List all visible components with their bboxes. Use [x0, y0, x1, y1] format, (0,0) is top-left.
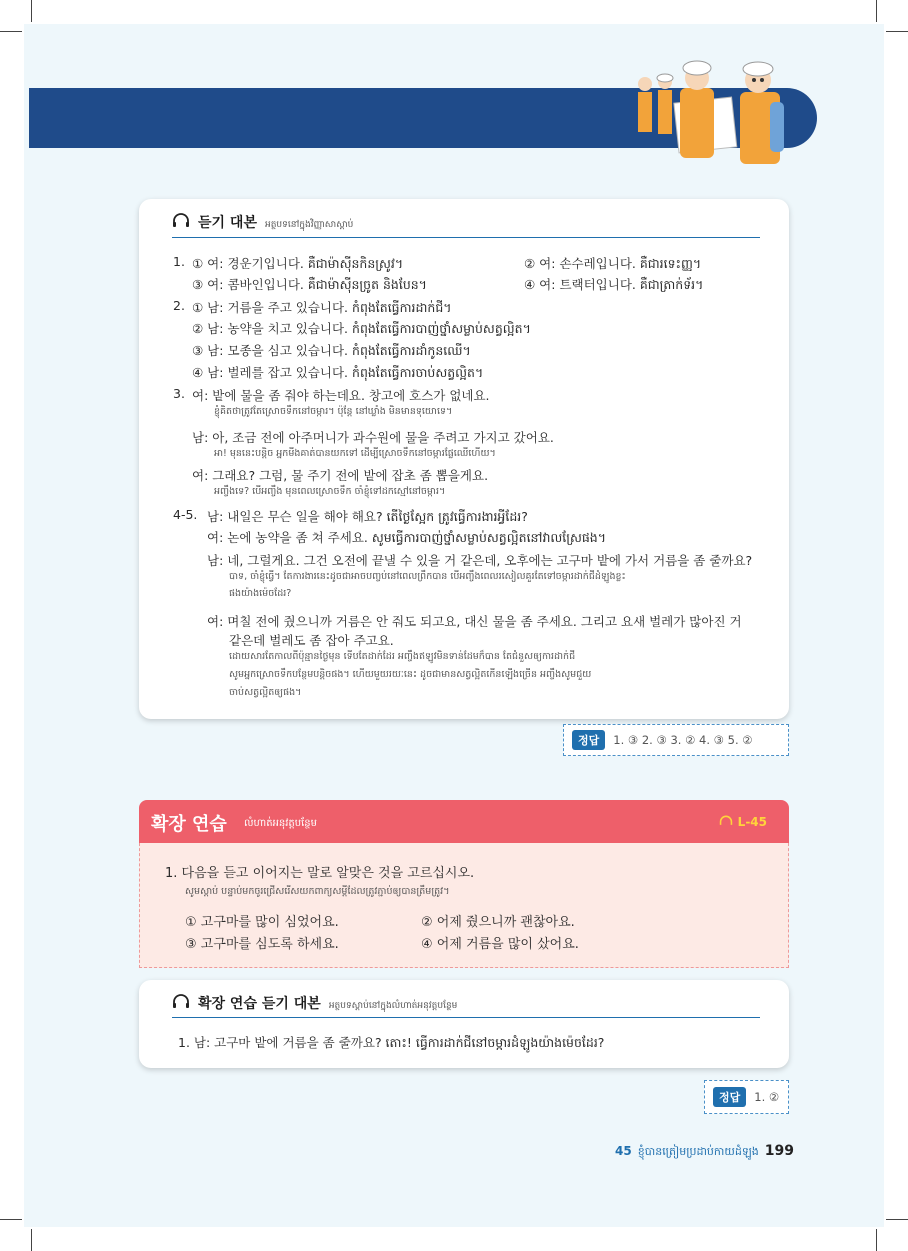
- answer-option[interactable]: ② 어제 줬으니까 괜찮아요.: [421, 915, 575, 930]
- script-line: 여: 며칠 전에 줬으니까 거름은 안 줘도 되고요, 대신 물을 좀 주세요. 그리고 요새 벌레가 많아진 거: [207, 614, 742, 629]
- audio-track[interactable]: [719, 815, 767, 829]
- script-line: 같은데 벌레도 좀 잡아 주고요.: [229, 633, 394, 648]
- translation-line: សូមអ្នកស្រោចទឹកបន្ថែមបន្តិចផង។ ហើយមួយរយៈនេះ ដូចជាមានសត្វល្អិតកើនឡើងច្រើន អញ្ចឹងសូមជួយ: [229, 669, 592, 680]
- script-title-km: អត្ថបទនៅក្នុងវិញ្ញាសាស្ដាប់: [264, 220, 354, 230]
- script-line: 남: 내일은 무슨 일을 해야 해요? តើថ្ងៃស្អែក ត្រូវធ្វើការងារអ្វីដែរ?: [207, 509, 528, 524]
- script-line: 남: 아, 조금 전에 아주머니가 과수원에 물을 주려고 가지고 갔어요.: [192, 430, 554, 445]
- farm-workers-illustration: [630, 52, 800, 168]
- script-line: 여: 밭에 물을 좀 줘야 하는데요. 창고에 호스가 없네요.: [192, 388, 490, 403]
- ext-script-title-ko: 확장 연습 듣기 대본: [198, 996, 321, 1012]
- script-line: 1. 남: 고구마 밭에 거름을 좀 줄까요? តោះ! ធ្វើការដាក់ជីនៅចម្ការដំឡូងយ៉ាងម៉េចដែរ?: [178, 1035, 605, 1050]
- translation-line: អញ្ចឹងទេ? បើអញ្ចឹង មុនពេលស្រោចទឹក ចាំខ្ញុំទៅដកស្មៅនៅចម្ការ។: [214, 486, 446, 497]
- extension-title: 확장 연습: [151, 814, 227, 835]
- answer-option[interactable]: ③ 고구마를 심도록 하세요.: [185, 937, 339, 952]
- script-line: ④ 남: 벌레를 잡고 있습니다. កំពុងតែធ្វើការចាប់សត្វល្អិត។: [192, 365, 484, 380]
- extension-title-km: លំហាត់អនុវត្តបន្ថែម: [244, 818, 317, 829]
- headphones-icon: [172, 994, 190, 1008]
- script-line: 여: 논에 농약을 좀 쳐 주세요. សូមធ្វើការបាញ់ថ្នាំសម្លាប់សត្វល្អិតនៅវាលស្រែផង។: [207, 530, 606, 545]
- answer-tag: 정답: [713, 1087, 746, 1107]
- crop-mark: [31, 1229, 32, 1251]
- page-number: 199: [764, 1143, 794, 1159]
- translation-line: អា! មុននេះបន្តិច អ្នកមីងគាត់បានយកទៅ ដើម្បីស្រោចទឹកនៅចម្ការផ្លែឈើហើយ។: [214, 448, 496, 459]
- section-divider: [172, 237, 760, 238]
- question-text: 1. 다음을 듣고 이어지는 말로 알맞은 것을 고르십시오.: [165, 866, 475, 881]
- translation-line: ចាប់សត្វល្អិតឲ្យផង។: [229, 687, 302, 698]
- answer-text: 1. ②: [754, 1090, 780, 1104]
- crop-mark: [0, 31, 22, 32]
- script-line: ② 남: 농약을 치고 있습니다. កំពុងតែធ្វើការបាញ់ថ្នាំសម្លាប់សត្វល្អិត។: [192, 321, 531, 336]
- lesson-title: ខ្ញុំបានត្រៀមប្រដាប់កាយដំឡូង: [637, 1145, 759, 1158]
- script-line: ④ 여: 트랙터입니다. គឺជាត្រាក់ទ័រ។: [524, 277, 704, 292]
- script-line: ② 여: 손수레입니다. គឺជារទេះញ្ញ។: [524, 256, 702, 271]
- crop-mark: [0, 1219, 22, 1220]
- crop-mark: [886, 31, 908, 32]
- question-translation: សូមស្ដាប់ បន្ទាប់មកចូរជ្រើសរើសយកពាក្យសម្ដីដែលត្រូវភ្ជាប់ឲ្យបានត្រឹមត្រូវ។: [185, 886, 450, 897]
- translation-line: ខ្ញុំគិតថាត្រូវតែស្រោចទឹកនៅចម្ការ។ ប៉ុន្តែ នៅឃ្លាំង មិនមានទុយោទេ។: [214, 406, 453, 417]
- translation-line: ផងយ៉ាងម៉េចដែរ?: [229, 588, 292, 599]
- ext-script-title-km: អត្ថបទស្ដាប់នៅក្នុងលំហាត់អនុវត្តបន្ថែម: [328, 1001, 458, 1011]
- question-number: 4-5.: [173, 507, 198, 522]
- question-number: 3.: [173, 386, 185, 401]
- audio-track-code: L-45: [737, 815, 767, 829]
- crop-mark: [886, 1219, 908, 1220]
- script-line: 여: 그래요? 그럼, 물 주기 전에 밭에 잡초 좀 뽑을게요.: [192, 468, 489, 483]
- answer-text: 1. ③ 2. ③ 3. ② 4. ③ 5. ②: [613, 733, 753, 747]
- translation-line: បាទ, ចាំខ្ញុំធ្វើ។ តែការងារនេះដូចជាអាចបញ្ចប់នៅពេលព្រឹកបាន បើអញ្ចឹងពេលរសៀលគួរតែទៅចម្ការដាក់ជីដំឡូងខ្លះ: [229, 571, 626, 582]
- script-title-ko: 듣기 대본: [198, 215, 257, 231]
- headphones-icon: [719, 815, 733, 827]
- script-line: ① 남: 거름을 주고 있습니다. កំពុងតែធ្វើការដាក់ជី។: [192, 300, 452, 315]
- script-line: ① 여: 경운기입니다. គឺជាម៉ាស៊ីនកិនស្រូវ។: [192, 256, 404, 271]
- answer-tag: 정답: [572, 730, 605, 750]
- script-line: ③ 여: 콤바인입니다. គឺជាម៉ាស៊ីនច្រូត និងបែន។: [192, 277, 427, 292]
- page-footer: [615, 1143, 794, 1161]
- translation-line: ដោយសារតែកាលពីប៉ុន្មានថ្ងៃមុន ទើបតែដាក់ដែរ អញ្ចឹងឥឡូវមិនទាន់ដែមក៏បាន តែជំនួសឲ្យការដាក់ជី: [229, 651, 576, 662]
- answer-box: [563, 724, 789, 756]
- answer-option[interactable]: ④ 어제 거름을 많이 샀어요.: [421, 937, 579, 952]
- question-number: 2.: [173, 298, 185, 313]
- crop-mark: [876, 1229, 877, 1251]
- crop-mark: [31, 0, 32, 22]
- ext-script-title: [172, 993, 457, 1013]
- question-number: 1.: [173, 254, 185, 269]
- crop-mark: [876, 0, 877, 22]
- headphones-icon: [172, 213, 190, 227]
- extension-header: [139, 800, 789, 843]
- answer-option[interactable]: ① 고구마를 많이 심었어요.: [185, 915, 339, 930]
- section-divider: [172, 1017, 760, 1018]
- answer-box: [704, 1080, 789, 1114]
- script-section-title: [172, 212, 353, 232]
- lesson-number: 45: [615, 1144, 632, 1158]
- script-line: 남: 네, 그럴게요. 그건 오전에 끝낼 수 있을 거 같은데, 오후에는 고구마 밭에 가서 거름을 좀 줄까요?: [207, 553, 753, 568]
- script-line: ③ 남: 모종을 심고 있습니다. កំពុងតែធ្វើការដាំកូនឈើ។: [192, 343, 471, 358]
